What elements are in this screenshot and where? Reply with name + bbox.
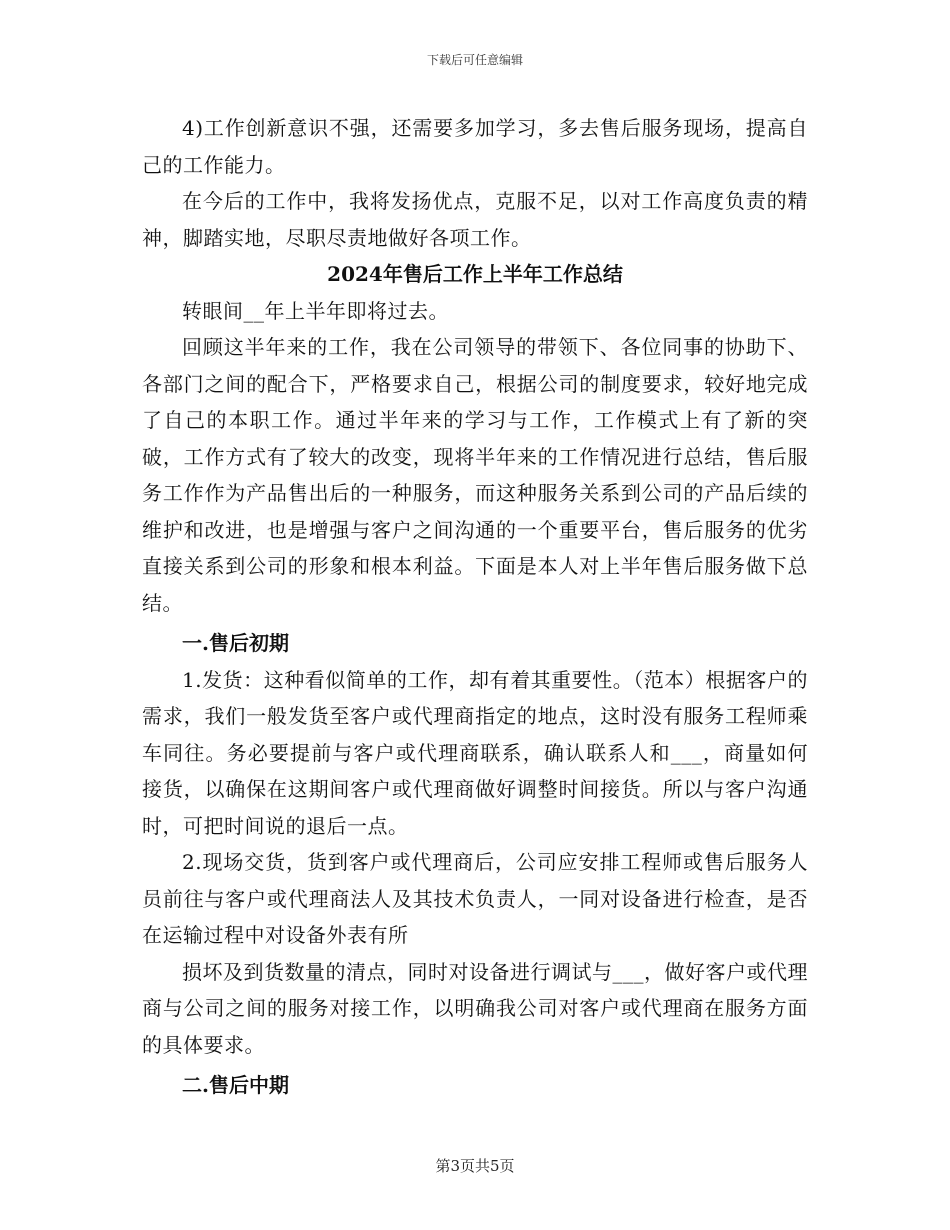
paragraph-future-work: 在今后的工作中，我将发扬优点，克服不足，以对工作高度负责的精神，脚踏实地，尽职尽责地做好各项工作。 [142,189,808,250]
page-number: 第3页共5页 [435,1157,515,1175]
page-header-note: 下载后可任意编辑 [426,53,523,67]
paragraph-onsite-delivery: 2.现场交货，货到客户或代理商后，公司应安排工程师或售后服务人员前往与客户或代理商法人及其技术负责人，一同对设备进行检查，是否在运输过程中对设备外表有所 [142,850,808,947]
document-title: 2024年售后工作上半年工作总结 [327,262,623,286]
paragraph-review: 回顾这半年来的工作，我在公司领导的带领下、各位同事的协助下、各部门之间的配合下，严格要求自己，根据公司的制度要求，较好地完成了自己的本职工作。通过半年来的学习与工作，工作模式上有了新的突破，工作方式有了较大的改变，现将半年来的工作情况进行总结，售后服务工作作为产品售出后的一种服务，而这种服务关系到公司的产品后续的维护和改进，也是增强与客户之间沟通的一个重要平台，售后服务的优劣直接关系到公司的形象和根本利益。下面是本人对上半年售后服务做下总结。 [142,335,808,615]
paragraph-intro: 转眼间__年上半年即将过去。 [182,298,449,323]
paragraph-weakness-4: 4)工作创新意识不强，还需要多加学习，多去售后服务现场，提高自己的工作能力。 [142,116,808,177]
section-heading-mid: 二.售后中期 [182,1073,289,1097]
paragraph-shipping: 1.发货：这种看似简单的工作，却有着其重要性。（范本）根据客户的需求，我们一般发货至客户或代理商指定的地点，这时没有服务工程师乘车同往。务必要提前与客户或代理商联系，确认联系人和___，商量如何接货，以确保在这期间客户或代理商做好调整时间接货。所以与客户沟通时，可把时间说的退后一点。 [142,667,808,838]
section-heading-early: 一.售后初期 [182,631,289,655]
paragraph-damage-check: 损坏及到货数量的清点，同时对设备进行调试与___，做好客户或代理商与公司之间的服务对接工作，以明确我公司对客户或代理商在服务方面的具体要求。 [142,959,808,1057]
document-body [142,110,808,1104]
